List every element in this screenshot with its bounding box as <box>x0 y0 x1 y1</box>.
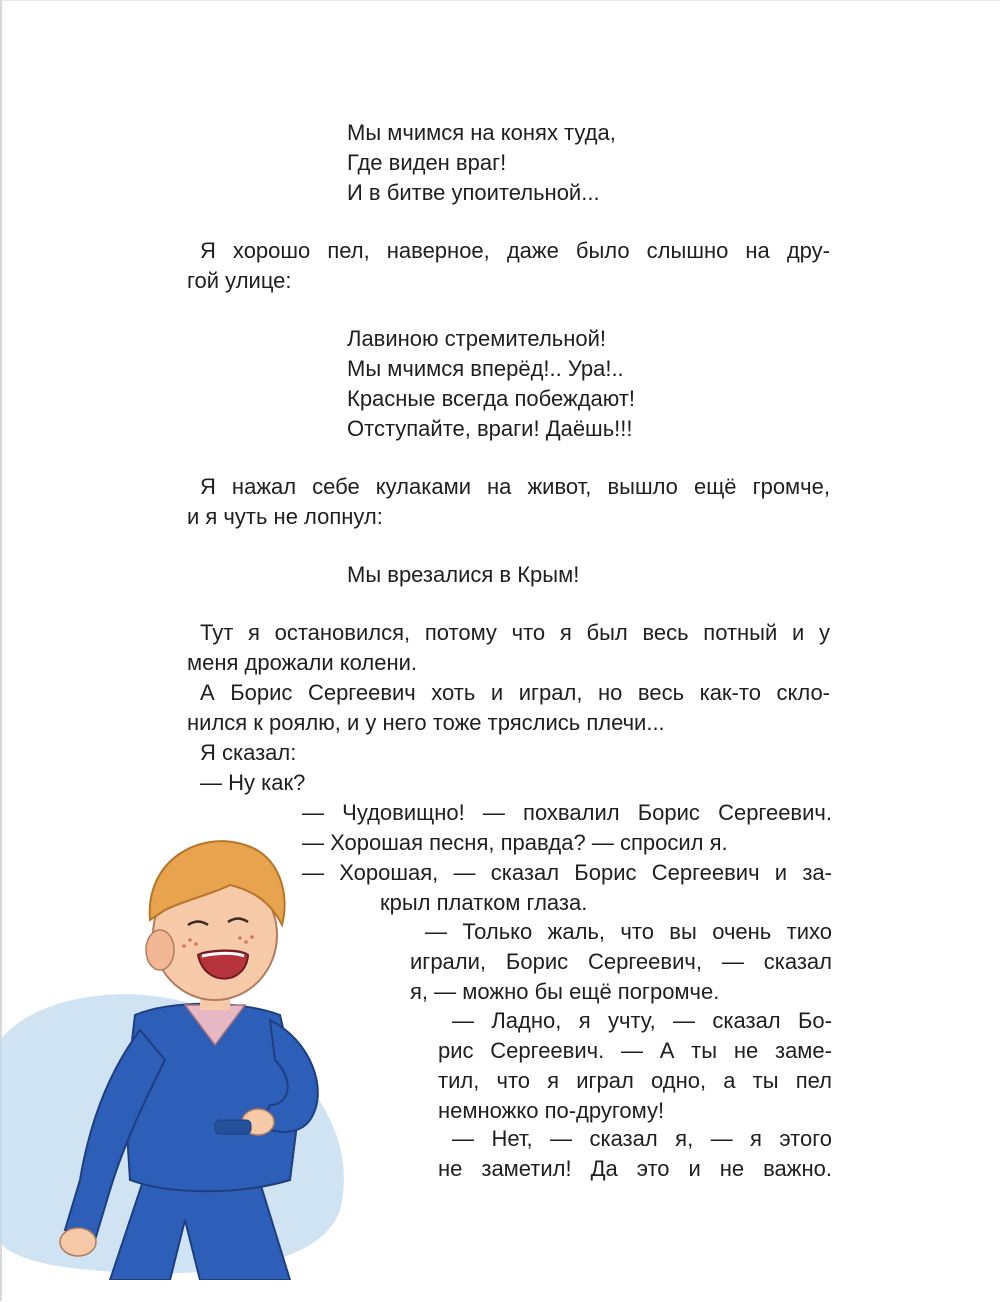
paragraph-3-line-3: А Борис Сергеевич хоть и играл, но весь как-то скло- <box>200 680 830 705</box>
verse-2-line-1: Лавиною стремительной! <box>347 326 607 351</box>
verse-1-line-1: Мы мчимся на конях туда, <box>347 120 616 145</box>
dialogue-line-5: — Только жаль, что вы очень тихо <box>425 919 832 944</box>
dialogue-line-10: тил, что я играл одно, а ты пел <box>438 1068 832 1093</box>
paragraph-2-line-2: и я чуть не лопнул: <box>187 504 383 529</box>
dialogue-line-12: — Нет, — сказал я, — я этого <box>452 1126 832 1151</box>
verse-2-line-2: Мы мчимся вперёд!.. Ура!.. <box>347 356 624 381</box>
dialogue-line-6: играли, Борис Сергеевич, — сказал <box>410 949 832 974</box>
paragraph-3-line-6: — Ну как? <box>200 770 306 795</box>
verse-1-line-2: Где виден враг! <box>347 150 507 175</box>
ear <box>146 930 174 970</box>
dialogue-line-4: крыл платком глаза. <box>380 890 588 915</box>
paragraph-1-line-2: гой улице: <box>187 268 292 293</box>
dialogue-line-3: — Хорошая, — сказал Борис Сергеевич и за- <box>302 860 832 885</box>
verse-2-line-4: Отступайте, враги! Даёшь!!! <box>347 416 633 441</box>
left-hand <box>60 1228 96 1256</box>
dialogue-line-2: — Хорошая песня, правда? — спросил я. <box>302 830 728 855</box>
paragraph-3-line-2: меня дрожали колени. <box>187 650 418 675</box>
paragraph-3-line-5: Я сказал: <box>200 740 297 765</box>
paragraph-3-line-4: нился к роялю, и у него тоже тряслись плечи... <box>187 710 665 735</box>
verse-3-line-1: Мы врезалися в Крым! <box>347 562 580 587</box>
jacket-pocket <box>215 1120 251 1134</box>
paragraph-3-line-1: Тут я остановился, потому что я был весь потный и у <box>200 620 830 645</box>
dialogue-line-9: рис Сергеевич. — А ты не заме- <box>438 1038 832 1063</box>
singing-boy-illustration <box>0 800 430 1280</box>
dialogue-line-7: я, — можно бы ещё погромче. <box>410 979 720 1004</box>
paragraph-1-line-1: Я хорошо пел, наверное, даже было слышно на дру- <box>200 238 830 263</box>
dialogue-line-13: не заметил! Да это и не важно. <box>438 1156 832 1181</box>
dialogue-line-8: — Ладно, я учту, — сказал Бо- <box>452 1008 832 1033</box>
dialogue-line-11: немножко по-другому! <box>438 1098 665 1123</box>
dialogue-line-1: — Чудовищно! — похвалил Борис Сергеевич. <box>302 800 832 825</box>
verse-1-line-3: И в битве упоительной... <box>347 180 600 205</box>
paragraph-2-line-1: Я нажал себе кулаками на живот, вышло ещё громче, <box>200 474 830 499</box>
verse-2-line-3: Красные всегда побеждают! <box>347 386 635 411</box>
